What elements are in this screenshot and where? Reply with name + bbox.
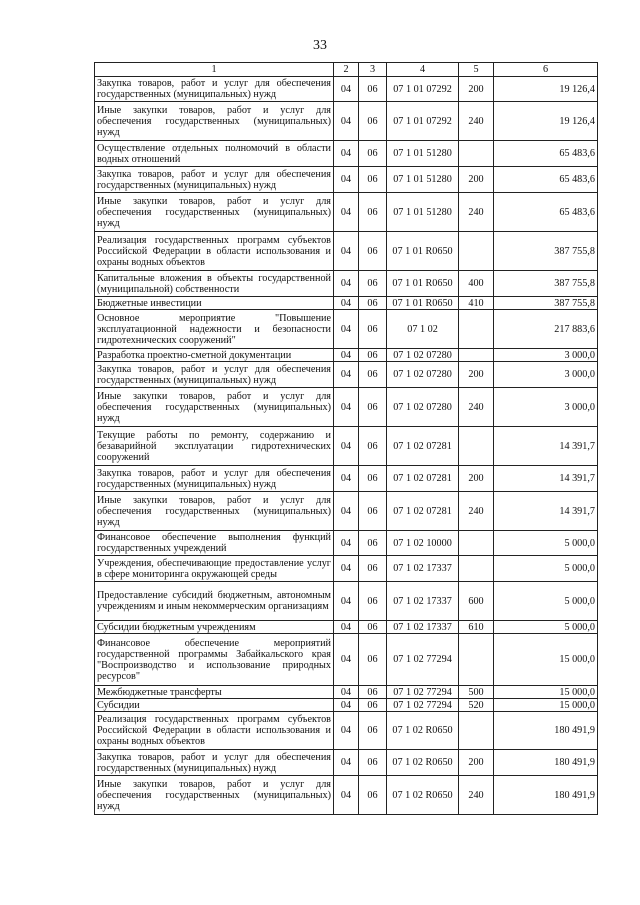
row-csr: 07 1 02 R0650 (387, 776, 459, 815)
row-csr: 07 1 02 07280 (387, 349, 459, 362)
row-name: Закупка товаров, работ и услуг для обеспечения государственных (муниципальных) нужд (95, 750, 334, 776)
row-csr: 07 1 02 17337 (387, 621, 459, 634)
row-name: Закупка товаров, работ и услуг для обеспечения государственных (муниципальных) нужд (95, 77, 334, 102)
row-csr: 07 1 01 R0650 (387, 271, 459, 297)
row-name: Реализация государственных программ субъектов Российской Федерации в области использования и охраны водных объектов (95, 232, 334, 271)
row-pr: 06 (359, 492, 387, 531)
row-vr: 520 (459, 699, 494, 712)
row-rz: 04 (334, 232, 359, 271)
row-rz: 04 (334, 388, 359, 427)
table-row (95, 750, 598, 776)
row-rz: 04 (334, 556, 359, 582)
table-row (95, 297, 598, 310)
row-vr: 240 (459, 776, 494, 815)
table-row (95, 466, 598, 492)
row-name: Основное мероприятие "Повышение эксплуатационной надежности и безопасности гидротехнических сооружений" (95, 310, 334, 349)
row-sum: 15 000,0 (494, 686, 598, 699)
row-csr: 07 1 01 51280 (387, 193, 459, 232)
row-vr: 200 (459, 362, 494, 388)
row-rz: 04 (334, 297, 359, 310)
row-csr: 07 1 02 07280 (387, 388, 459, 427)
row-sum: 5 000,0 (494, 531, 598, 556)
row-csr: 07 1 02 77294 (387, 699, 459, 712)
row-name: Межбюджетные трансферты (95, 686, 334, 699)
row-csr: 07 1 01 R0650 (387, 232, 459, 271)
row-csr: 07 1 01 51280 (387, 141, 459, 167)
row-rz: 04 (334, 712, 359, 750)
row-name: Закупка товаров, работ и услуг для обеспечения государственных (муниципальных) нужд (95, 466, 334, 492)
row-csr: 07 1 01 07292 (387, 77, 459, 102)
row-csr: 07 1 02 07281 (387, 427, 459, 466)
table-row (95, 310, 598, 349)
row-pr: 06 (359, 712, 387, 750)
row-vr: 410 (459, 297, 494, 310)
row-vr (459, 712, 494, 750)
row-sum: 19 126,4 (494, 77, 598, 102)
row-name: Закупка товаров, работ и услуг для обеспечения государственных (муниципальных) нужд (95, 167, 334, 193)
row-rz: 04 (334, 349, 359, 362)
row-name: Субсидии (95, 699, 334, 712)
row-name: Разработка проектно-сметной документации (95, 349, 334, 362)
row-rz: 04 (334, 492, 359, 531)
row-sum: 180 491,9 (494, 776, 598, 815)
row-rz: 04 (334, 621, 359, 634)
row-rz: 04 (334, 362, 359, 388)
row-name: Осуществление отдельных полномочий в области водных отношений (95, 141, 334, 167)
row-vr: 240 (459, 492, 494, 531)
row-sum: 14 391,7 (494, 492, 598, 531)
row-csr: 07 1 02 R0650 (387, 712, 459, 750)
row-name: Иные закупки товаров, работ и услуг для обеспечения государственных (муниципальных) нужд (95, 492, 334, 531)
table-row (95, 232, 598, 271)
row-pr: 06 (359, 362, 387, 388)
row-csr: 07 1 02 10000 (387, 531, 459, 556)
row-name: Капитальные вложения в объекты государственной (муниципальной) собственности (95, 271, 334, 297)
row-name: Иные закупки товаров, работ и услуг для обеспечения государственных (муниципальных) нужд (95, 102, 334, 141)
header-csr: 4 (387, 63, 459, 77)
row-vr (459, 232, 494, 271)
row-name: Иные закупки товаров, работ и услуг для обеспечения государственных (муниципальных) нужд (95, 193, 334, 232)
row-sum: 19 126,4 (494, 102, 598, 141)
table-header-row (95, 63, 598, 77)
row-pr: 06 (359, 776, 387, 815)
table-row (95, 388, 598, 427)
row-pr: 06 (359, 310, 387, 349)
table-row (95, 167, 598, 193)
table-row (95, 699, 598, 712)
row-rz: 04 (334, 776, 359, 815)
table-row (95, 492, 598, 531)
row-csr: 07 1 02 77294 (387, 686, 459, 699)
table-row (95, 77, 598, 102)
row-rz: 04 (334, 699, 359, 712)
table-row (95, 362, 598, 388)
page-number: 33 (313, 38, 327, 53)
row-name: Иные закупки товаров, работ и услуг для обеспечения государственных (муниципальных) нужд (95, 388, 334, 427)
row-vr (459, 427, 494, 466)
row-pr: 06 (359, 556, 387, 582)
row-rz: 04 (334, 271, 359, 297)
row-pr: 06 (359, 102, 387, 141)
row-pr: 06 (359, 531, 387, 556)
row-name: Закупка товаров, работ и услуг для обеспечения государственных (муниципальных) нужд (95, 362, 334, 388)
row-sum: 14 391,7 (494, 427, 598, 466)
table-row (95, 349, 598, 362)
row-rz: 04 (334, 310, 359, 349)
table-row (95, 582, 598, 621)
row-vr: 240 (459, 193, 494, 232)
row-vr (459, 310, 494, 349)
row-sum: 387 755,8 (494, 297, 598, 310)
row-vr (459, 634, 494, 686)
row-sum: 65 483,6 (494, 141, 598, 167)
row-sum: 387 755,8 (494, 232, 598, 271)
table-row (95, 686, 598, 699)
table-row (95, 556, 598, 582)
row-csr: 07 1 02 (387, 310, 459, 349)
row-vr (459, 531, 494, 556)
row-vr (459, 141, 494, 167)
row-rz: 04 (334, 582, 359, 621)
row-vr (459, 556, 494, 582)
row-rz: 04 (334, 686, 359, 699)
row-rz: 04 (334, 77, 359, 102)
row-rz: 04 (334, 466, 359, 492)
row-pr: 06 (359, 297, 387, 310)
row-vr: 600 (459, 582, 494, 621)
row-sum: 15 000,0 (494, 634, 598, 686)
row-sum: 180 491,9 (494, 750, 598, 776)
row-name: Субсидии бюджетным учреждениям (95, 621, 334, 634)
row-sum: 5 000,0 (494, 582, 598, 621)
row-pr: 06 (359, 167, 387, 193)
row-rz: 04 (334, 634, 359, 686)
table-row (95, 634, 598, 686)
row-csr: 07 1 02 07281 (387, 492, 459, 531)
table-row (95, 193, 598, 232)
row-sum: 3 000,0 (494, 349, 598, 362)
row-rz: 04 (334, 141, 359, 167)
row-name: Текущие работы по ремонту, содержанию и безаварийной эксплуатации гидротехнических сооружений (95, 427, 334, 466)
row-pr: 06 (359, 750, 387, 776)
budget-table (94, 62, 598, 815)
row-rz: 04 (334, 193, 359, 232)
table-row (95, 102, 598, 141)
row-vr: 200 (459, 167, 494, 193)
row-name: Иные закупки товаров, работ и услуг для обеспечения государственных (муниципальных) нужд (95, 776, 334, 815)
header-sum: 6 (494, 63, 598, 77)
table-row (95, 776, 598, 815)
row-pr: 06 (359, 466, 387, 492)
table-row (95, 427, 598, 466)
row-sum: 5 000,0 (494, 556, 598, 582)
row-sum: 180 491,9 (494, 712, 598, 750)
row-csr: 07 1 02 17337 (387, 556, 459, 582)
row-csr: 07 1 02 17337 (387, 582, 459, 621)
row-rz: 04 (334, 750, 359, 776)
row-sum: 5 000,0 (494, 621, 598, 634)
row-csr: 07 1 02 07280 (387, 362, 459, 388)
row-name: Финансовое обеспечение выполнения функций государственных учреждений (95, 531, 334, 556)
table-body (95, 77, 598, 815)
row-pr: 06 (359, 349, 387, 362)
row-pr: 06 (359, 686, 387, 699)
row-sum: 65 483,6 (494, 193, 598, 232)
row-sum: 65 483,6 (494, 167, 598, 193)
table-row (95, 531, 598, 556)
row-name: Финансовое обеспечение мероприятий государственной программы Забайкальского края "Воспроизводство и использование природных ресурсов" (95, 634, 334, 686)
row-name: Реализация государственных программ субъектов Российской Федерации в области использования и охраны водных объектов (95, 712, 334, 750)
row-pr: 06 (359, 427, 387, 466)
row-vr: 200 (459, 750, 494, 776)
row-rz: 04 (334, 102, 359, 141)
row-pr: 06 (359, 193, 387, 232)
row-csr: 07 1 01 51280 (387, 167, 459, 193)
row-rz: 04 (334, 167, 359, 193)
row-csr: 07 1 02 77294 (387, 634, 459, 686)
header-name: 1 (95, 63, 334, 77)
row-sum: 14 391,7 (494, 466, 598, 492)
header-rz: 2 (334, 63, 359, 77)
row-vr: 200 (459, 77, 494, 102)
table-row (95, 712, 598, 750)
row-pr: 06 (359, 699, 387, 712)
row-vr (459, 349, 494, 362)
row-vr: 240 (459, 388, 494, 427)
row-rz: 04 (334, 531, 359, 556)
table-row (95, 621, 598, 634)
row-name: Предоставление субсидий бюджетным, автономным учреждениям и иным некоммерческим организациям (95, 582, 334, 621)
row-vr: 610 (459, 621, 494, 634)
row-vr: 400 (459, 271, 494, 297)
row-sum: 3 000,0 (494, 362, 598, 388)
row-vr: 200 (459, 466, 494, 492)
header-pr: 3 (359, 63, 387, 77)
row-csr: 07 1 02 07281 (387, 466, 459, 492)
row-name: Учреждения, обеспечивающие предоставление услуг в сфере мониторинга окружающей среды (95, 556, 334, 582)
row-rz: 04 (334, 427, 359, 466)
row-vr: 240 (459, 102, 494, 141)
table-row (95, 271, 598, 297)
row-pr: 06 (359, 621, 387, 634)
row-sum: 15 000,0 (494, 699, 598, 712)
row-sum: 3 000,0 (494, 388, 598, 427)
row-pr: 06 (359, 141, 387, 167)
row-pr: 06 (359, 232, 387, 271)
row-pr: 06 (359, 271, 387, 297)
row-name: Бюджетные инвестиции (95, 297, 334, 310)
row-pr: 06 (359, 582, 387, 621)
row-sum: 217 883,6 (494, 310, 598, 349)
row-sum: 387 755,8 (494, 271, 598, 297)
row-vr: 500 (459, 686, 494, 699)
row-pr: 06 (359, 634, 387, 686)
row-pr: 06 (359, 77, 387, 102)
row-csr: 07 1 01 07292 (387, 102, 459, 141)
header-vr: 5 (459, 63, 494, 77)
row-pr: 06 (359, 388, 387, 427)
table-row (95, 141, 598, 167)
row-csr: 07 1 02 R0650 (387, 750, 459, 776)
row-csr: 07 1 01 R0650 (387, 297, 459, 310)
